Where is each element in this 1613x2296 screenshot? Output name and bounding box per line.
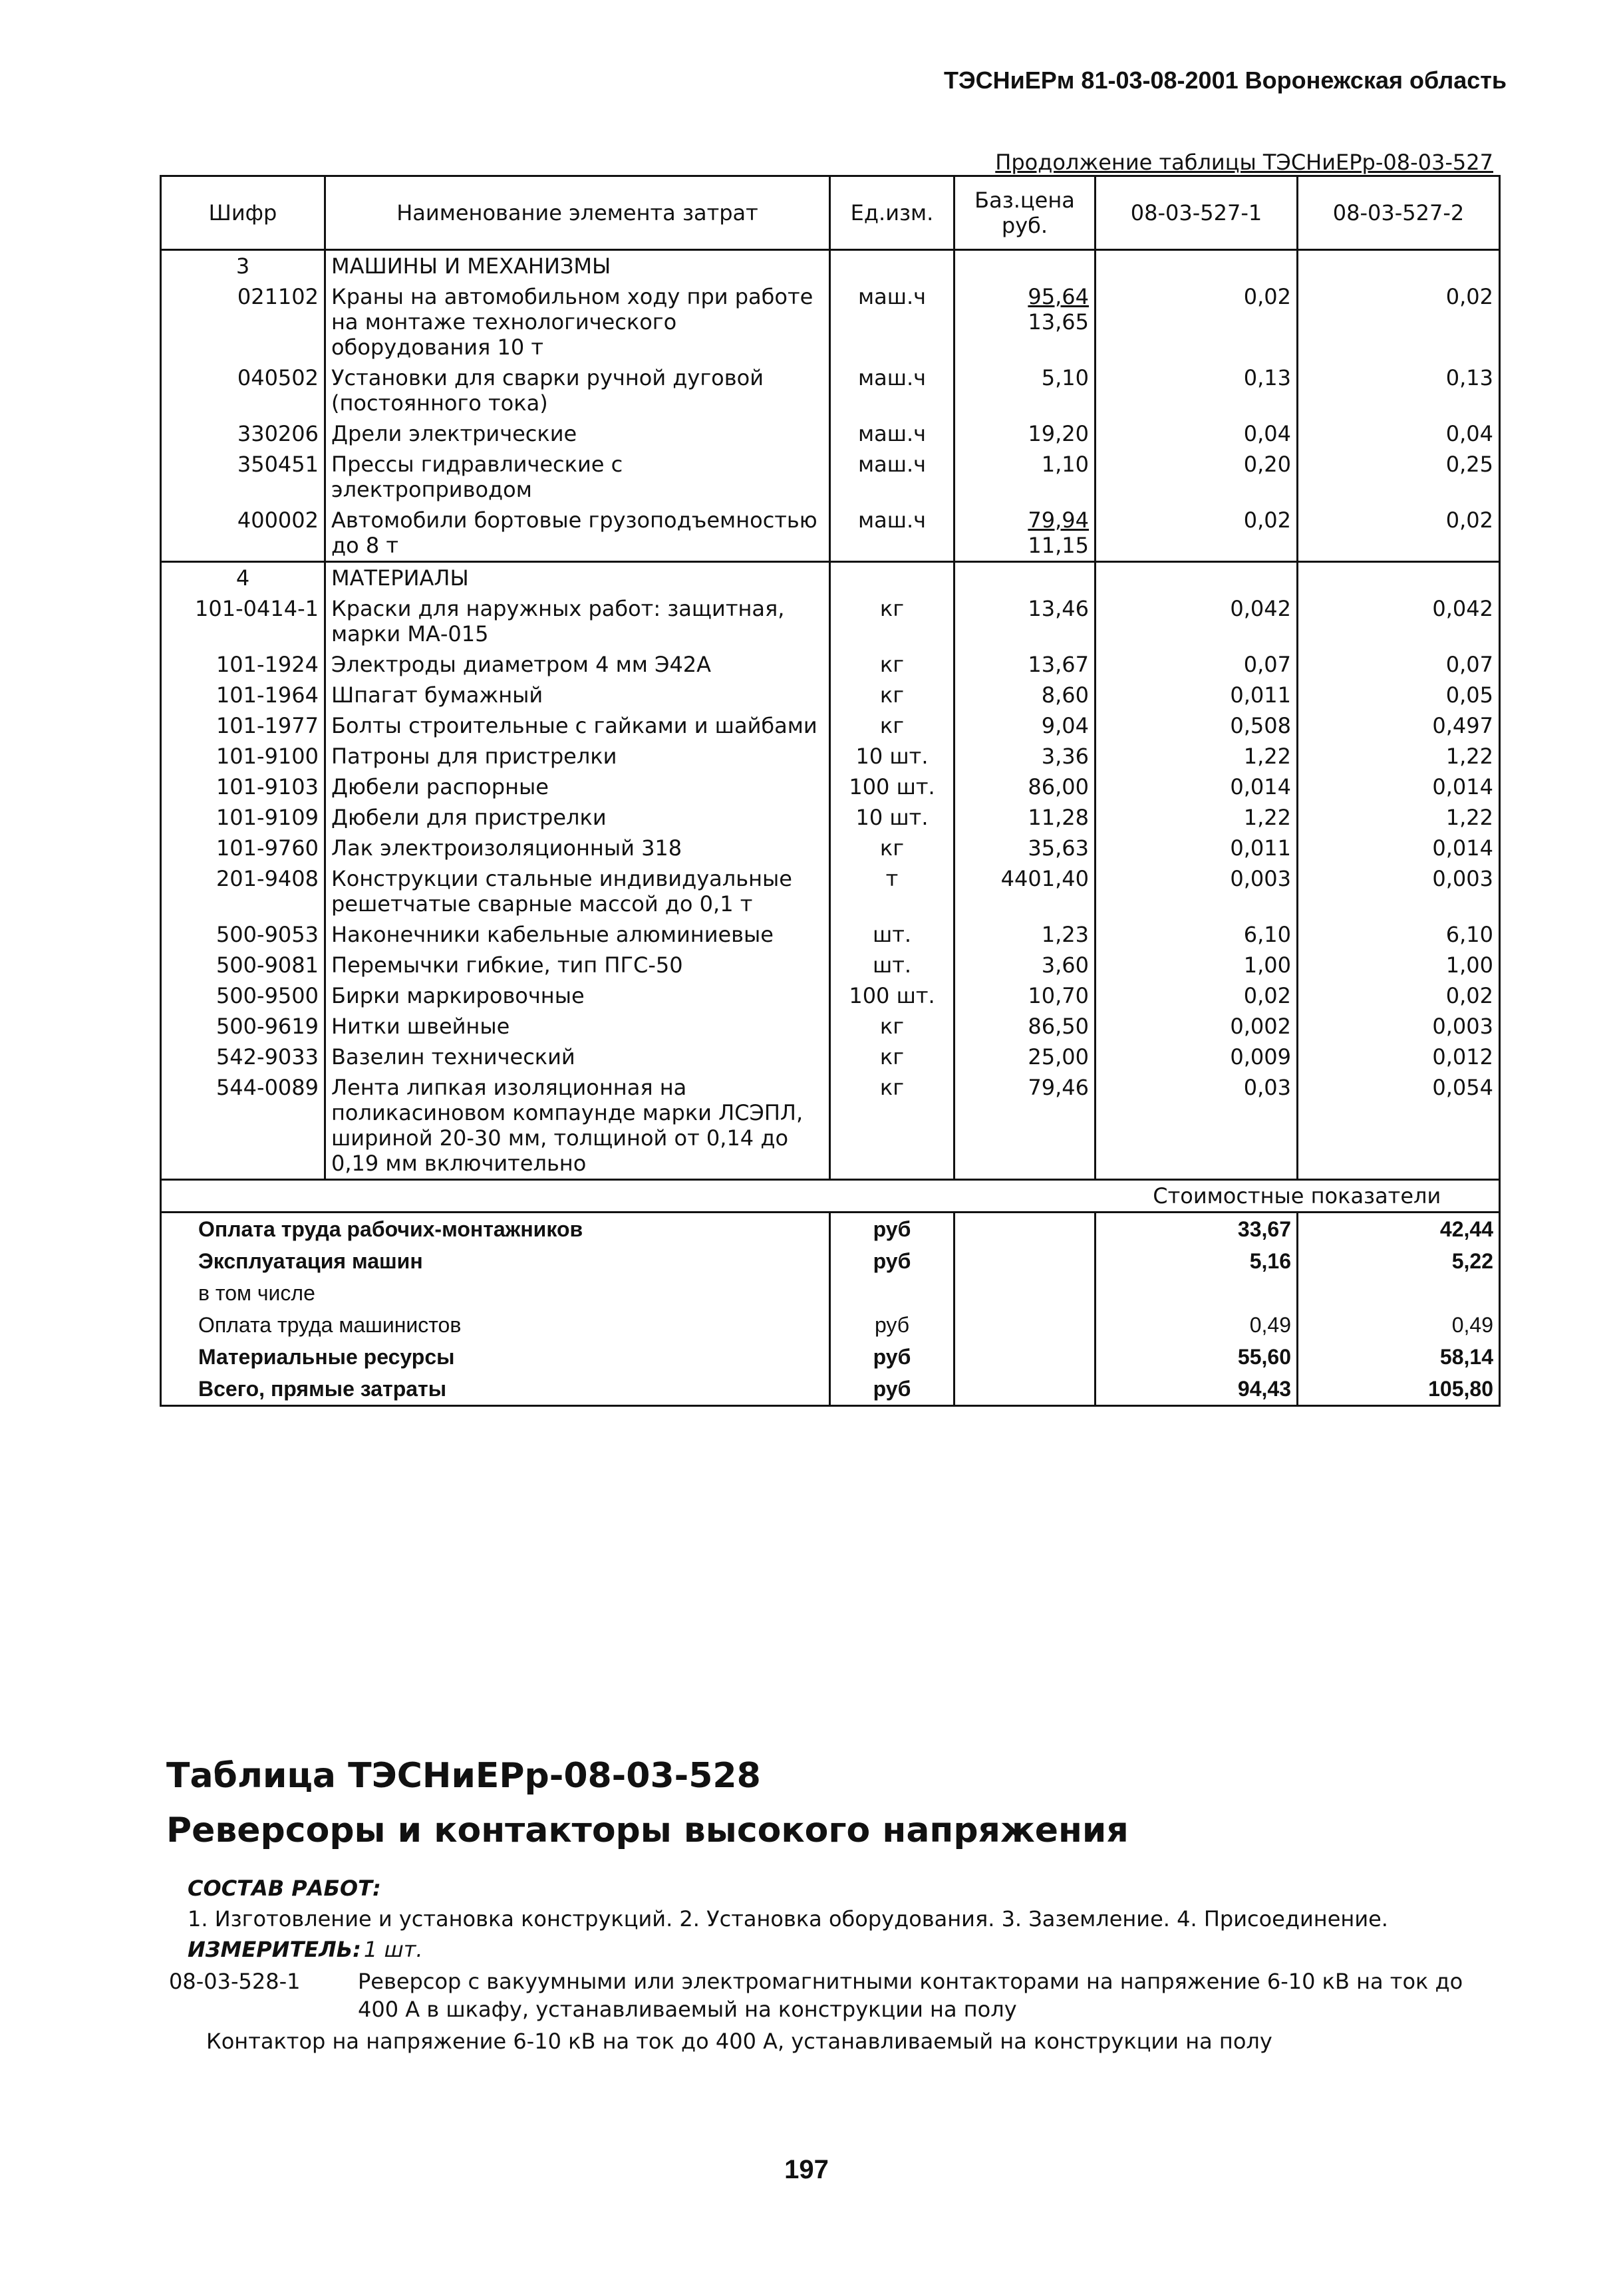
price-value: 9,04 [1041, 713, 1089, 738]
empty-cell [1096, 250, 1298, 282]
norm-value-1: 0,02 [1096, 281, 1298, 362]
norm-value-2: 6,10 [1298, 919, 1500, 950]
norm-value-1: 1,22 [1096, 802, 1298, 833]
resource-unit: маш.ч [830, 362, 954, 418]
summary-value-2: 105,80 [1298, 1373, 1500, 1406]
resource-name: Вазелин технический [325, 1042, 830, 1072]
resource-name: Дюбели распорные [325, 772, 830, 802]
resource-unit: т [830, 863, 954, 919]
meter-line [188, 1937, 423, 1962]
norm-value-2: 0,02 [1298, 505, 1500, 562]
price-value: 79,94 [1028, 507, 1089, 533]
norm-value-2: 0,042 [1298, 593, 1500, 649]
item-text-line3: Контактор на напряжение 6-10 кВ на ток до 400 А, устанавливаемый на конструкции на полу [206, 2029, 1272, 2054]
price-value: 25,00 [1028, 1044, 1089, 1070]
resource-code: 201-9408 [161, 863, 325, 919]
summary-unit: руб [830, 1373, 954, 1406]
empty-cell [830, 562, 954, 594]
resource-name: Дюбели для пристрелки [325, 802, 830, 833]
empty-cell [954, 1309, 1096, 1341]
resource-price [954, 281, 1096, 362]
resource-code: 330206 [161, 418, 325, 449]
table-row [161, 741, 1500, 772]
table-row [161, 772, 1500, 802]
summary-value-2: 5,22 [1298, 1245, 1500, 1277]
resource-code: 500-9619 [161, 1011, 325, 1042]
resource-price [954, 418, 1096, 449]
empty-cell [954, 1213, 1096, 1246]
summary-unit: руб [830, 1245, 954, 1277]
summary-value-1 [1096, 1277, 1298, 1309]
resource-table [160, 175, 1501, 1407]
price-value: 10,70 [1028, 983, 1089, 1008]
resource-price [954, 593, 1096, 649]
price-wage-value: 13,65 [1028, 309, 1089, 335]
resource-price [954, 741, 1096, 772]
empty-cell [1298, 250, 1500, 282]
resource-unit: маш.ч [830, 505, 954, 562]
col-header-name: Наименование элемента затрат [325, 176, 830, 250]
resource-code: 101-9100 [161, 741, 325, 772]
table-continuation-caption: Продолжение таблицы ТЭСНиЕРр-08-03-527 [995, 150, 1493, 175]
resource-price [954, 710, 1096, 741]
resource-price [954, 802, 1096, 833]
resource-name: Конструкции стальные индивидуальные решетчатые сварные массой до 0,1 т [325, 863, 830, 919]
resource-price [954, 1011, 1096, 1042]
resource-code: 400002 [161, 505, 325, 562]
resource-price [954, 919, 1096, 950]
summary-value-1: 5,16 [1096, 1245, 1298, 1277]
summary-label: Оплата труда рабочих-монтажников [161, 1213, 830, 1246]
summary-value-2: 0,49 [1298, 1309, 1500, 1341]
resource-unit: кг [830, 649, 954, 680]
summary-unit [830, 1277, 954, 1309]
table-row [161, 281, 1500, 362]
resource-name: Электроды диаметром 4 мм Э42А [325, 649, 830, 680]
resource-code: 040502 [161, 362, 325, 418]
resource-unit: 10 шт. [830, 741, 954, 772]
norm-value-2: 0,05 [1298, 680, 1500, 710]
summary-value-2 [1298, 1277, 1500, 1309]
table-row [161, 919, 1500, 950]
resource-name: Шпагат бумажный [325, 680, 830, 710]
resource-price [954, 362, 1096, 418]
cost-caption-row [161, 1180, 1500, 1213]
resource-code: 021102 [161, 281, 325, 362]
section-title: МАШИНЫ И МЕХАНИЗМЫ [325, 250, 830, 282]
price-value: 5,10 [1041, 365, 1089, 390]
resource-name: Установки для сварки ручной дуговой (постоянного тока) [325, 362, 830, 418]
summary-value-1: 55,60 [1096, 1341, 1298, 1373]
resource-name: Бирки маркировочные [325, 980, 830, 1011]
table-row [161, 593, 1500, 649]
price-value: 95,64 [1028, 284, 1089, 309]
summary-row [161, 1213, 1500, 1246]
resource-unit: кг [830, 593, 954, 649]
summary-row [161, 1309, 1500, 1341]
col-header-price: Баз.цена руб. [954, 176, 1096, 250]
summary-row [161, 1245, 1500, 1277]
norm-value-1: 0,02 [1096, 980, 1298, 1011]
resource-price [954, 950, 1096, 980]
resource-unit: кг [830, 1072, 954, 1180]
table-row [161, 649, 1500, 680]
norm-value-2: 0,25 [1298, 449, 1500, 505]
empty-cell [1096, 562, 1298, 594]
norm-value-2: 0,04 [1298, 418, 1500, 449]
resource-code: 101-9109 [161, 802, 325, 833]
norm-value-1: 6,10 [1096, 919, 1298, 950]
summary-value-1: 0,49 [1096, 1309, 1298, 1341]
resource-unit: шт. [830, 919, 954, 950]
resource-name: Краски для наружных работ: защитная, марки МА-015 [325, 593, 830, 649]
resource-name: Лента липкая изоляционная на поликасиновом компаунде марки ЛСЭПЛ, шириной 20-30 мм, толщиной от 0,14 до 0,19 мм включительно [325, 1072, 830, 1180]
norm-value-1: 0,02 [1096, 505, 1298, 562]
col-header-unit: Ед.изм. [830, 176, 954, 250]
norm-value-2: 0,014 [1298, 772, 1500, 802]
table-row [161, 505, 1500, 562]
empty-cell [954, 1245, 1096, 1277]
price-value: 1,23 [1041, 922, 1089, 947]
norm-value-2: 0,07 [1298, 649, 1500, 680]
empty-cell [954, 250, 1096, 282]
norm-value-1: 0,003 [1096, 863, 1298, 919]
norm-value-1: 0,508 [1096, 710, 1298, 741]
resource-name: Прессы гидравлические с электроприводом [325, 449, 830, 505]
norm-value-2: 0,13 [1298, 362, 1500, 418]
norm-value-1: 0,04 [1096, 418, 1298, 449]
col-header-v1: 08-03-527-1 [1096, 176, 1298, 250]
table-body [161, 250, 1500, 1406]
resource-unit: 100 шт. [830, 772, 954, 802]
col-header-code: Шифр [161, 176, 325, 250]
resource-price [954, 980, 1096, 1011]
resource-code: 101-0414-1 [161, 593, 325, 649]
resource-name: Наконечники кабельные алюминиевые [325, 919, 830, 950]
price-value: 3,60 [1041, 952, 1089, 978]
resource-unit: маш.ч [830, 281, 954, 362]
empty-cell [830, 250, 954, 282]
summary-label: в том числе [161, 1277, 830, 1309]
section-header-row [161, 562, 1500, 594]
summary-unit: руб [830, 1341, 954, 1373]
norm-value-2: 0,003 [1298, 863, 1500, 919]
norm-value-1: 0,011 [1096, 833, 1298, 863]
resource-price [954, 863, 1096, 919]
summary-unit: руб [830, 1309, 954, 1341]
table-row [161, 980, 1500, 1011]
empty-cell [954, 1341, 1096, 1373]
running-header: ТЭСНиЕРм 81-03-08-2001 Воронежская область [944, 67, 1507, 94]
resource-code: 101-9103 [161, 772, 325, 802]
price-value: 13,67 [1028, 652, 1089, 677]
norm-value-2: 0,02 [1298, 281, 1500, 362]
summary-value-1: 33,67 [1096, 1213, 1298, 1246]
resource-name: Краны на автомобильном ходу при работе на монтаже технологического оборудования 10 т [325, 281, 830, 362]
resource-price [954, 505, 1096, 562]
norm-value-1: 0,002 [1096, 1011, 1298, 1042]
table-row [161, 863, 1500, 919]
resource-unit: 100 шт. [830, 980, 954, 1011]
norm-value-1: 0,014 [1096, 772, 1298, 802]
empty-cell [954, 1277, 1096, 1309]
norm-value-1: 0,011 [1096, 680, 1298, 710]
summary-label: Всего, прямые затраты [161, 1373, 830, 1406]
table-title: Таблица ТЭСНиЕРр-08-03-528 [166, 1756, 761, 1796]
resource-name: Лак электроизоляционный 318 [325, 833, 830, 863]
section-number: 3 [161, 250, 325, 282]
price-wage-value: 11,15 [1028, 533, 1089, 558]
price-value: 86,00 [1028, 774, 1089, 799]
item-text-line1: Реверсор с вакуумными или электромагнитными контакторами на напряжение 6-10 кВ на ток до [358, 1969, 1463, 1994]
resource-price [954, 1072, 1096, 1180]
resource-price [954, 772, 1096, 802]
resource-unit: шт. [830, 950, 954, 980]
norm-value-2: 0,497 [1298, 710, 1500, 741]
resource-code: 500-9081 [161, 950, 325, 980]
resource-code: 500-9500 [161, 980, 325, 1011]
section-title: МАТЕРИАЛЫ [325, 562, 830, 594]
norm-value-2: 0,014 [1298, 833, 1500, 863]
resource-unit: кг [830, 833, 954, 863]
work-composition-text: 1. Изготовление и установка конструкций. 2. Установка оборудования. 3. Заземление. 4. Присоединение. [188, 1906, 1388, 1932]
resource-price [954, 1042, 1096, 1072]
summary-row [161, 1341, 1500, 1373]
resource-name: Перемычки гибкие, тип ПГС-50 [325, 950, 830, 980]
resource-name: Болты строительные с гайками и шайбами [325, 710, 830, 741]
table-row [161, 362, 1500, 418]
summary-value-1: 94,43 [1096, 1373, 1298, 1406]
norm-value-2: 1,00 [1298, 950, 1500, 980]
summary-row [161, 1277, 1500, 1309]
work-composition-label: СОСТАВ РАБОТ: [188, 1876, 381, 1901]
empty-cell [1298, 562, 1500, 594]
norm-value-1: 0,009 [1096, 1042, 1298, 1072]
price-value: 86,50 [1028, 1014, 1089, 1039]
empty-cell [161, 1180, 1096, 1213]
table-row [161, 1042, 1500, 1072]
norm-value-1: 0,03 [1096, 1072, 1298, 1180]
resource-code: 101-1924 [161, 649, 325, 680]
table-row [161, 449, 1500, 505]
price-value: 35,63 [1028, 835, 1089, 861]
norm-value-1: 0,20 [1096, 449, 1298, 505]
table-row [161, 950, 1500, 980]
empty-cell [954, 1373, 1096, 1406]
price-value: 13,46 [1028, 596, 1089, 621]
resource-code: 101-1977 [161, 710, 325, 741]
section-number: 4 [161, 562, 325, 594]
table-row [161, 710, 1500, 741]
norm-value-2: 0,012 [1298, 1042, 1500, 1072]
resource-unit: 10 шт. [830, 802, 954, 833]
resource-price [954, 649, 1096, 680]
summary-label: Материальные ресурсы [161, 1341, 830, 1373]
table-row [161, 1011, 1500, 1042]
table-row [161, 802, 1500, 833]
page-number: 197 [784, 2155, 829, 2184]
resource-price [954, 449, 1096, 505]
norm-value-1: 1,00 [1096, 950, 1298, 980]
summary-label: Оплата труда машинистов [161, 1309, 830, 1341]
meter-label: ИЗМЕРИТЕЛЬ: [188, 1937, 361, 1962]
resource-name: Дрели электрические [325, 418, 830, 449]
table-row [161, 1072, 1500, 1180]
norm-value-2: 1,22 [1298, 741, 1500, 772]
resource-name: Нитки швейные [325, 1011, 830, 1042]
resource-name: Патроны для пристрелки [325, 741, 830, 772]
norm-value-1: 0,07 [1096, 649, 1298, 680]
meter-value: 1 шт. [363, 1937, 423, 1962]
price-value: 8,60 [1041, 682, 1089, 708]
summary-unit: руб [830, 1213, 954, 1246]
summary-label: Эксплуатация машин [161, 1245, 830, 1277]
resource-unit: кг [830, 1011, 954, 1042]
price-value: 79,46 [1028, 1075, 1089, 1100]
resource-code: 544-0089 [161, 1072, 325, 1180]
summary-value-2: 58,14 [1298, 1341, 1500, 1373]
norm-value-2: 0,054 [1298, 1072, 1500, 1180]
table-row [161, 680, 1500, 710]
price-value: 3,36 [1041, 744, 1089, 769]
cost-caption: Стоимостные показатели [1096, 1180, 1500, 1213]
resource-code: 542-9033 [161, 1042, 325, 1072]
price-value: 1,10 [1041, 452, 1089, 477]
resource-code: 500-9053 [161, 919, 325, 950]
norm-value-1: 1,22 [1096, 741, 1298, 772]
item-text-line2: 400 А в шкафу, устанавливаемый на конструкции на полу [358, 1997, 1017, 2022]
item-code: 08-03-528-1 [169, 1969, 301, 1994]
table-row [161, 833, 1500, 863]
resource-price [954, 833, 1096, 863]
resource-unit: кг [830, 680, 954, 710]
norm-value-1: 0,042 [1096, 593, 1298, 649]
empty-cell [954, 562, 1096, 594]
price-value: 11,28 [1028, 805, 1089, 830]
price-value: 19,20 [1028, 421, 1089, 446]
norm-value-2: 1,22 [1298, 802, 1500, 833]
norm-value-2: 0,003 [1298, 1011, 1500, 1042]
summary-value-2: 42,44 [1298, 1213, 1500, 1246]
resource-code: 350451 [161, 449, 325, 505]
resource-price [954, 680, 1096, 710]
resource-code: 101-1964 [161, 680, 325, 710]
table-row [161, 418, 1500, 449]
section-header-row [161, 250, 1500, 282]
summary-row [161, 1373, 1500, 1406]
resource-unit: маш.ч [830, 449, 954, 505]
resource-unit: кг [830, 1042, 954, 1072]
resource-unit: маш.ч [830, 418, 954, 449]
resource-code: 101-9760 [161, 833, 325, 863]
price-value: 4401,40 [1000, 866, 1089, 891]
norm-value-2: 0,02 [1298, 980, 1500, 1011]
resource-unit: кг [830, 710, 954, 741]
table-subtitle: Реверсоры и контакторы высокого напряжения [166, 1810, 1129, 1850]
table-header-row [161, 176, 1500, 250]
col-header-v2: 08-03-527-2 [1298, 176, 1500, 250]
norm-value-1: 0,13 [1096, 362, 1298, 418]
resource-name: Автомобили бортовые грузоподъемностью до 8 т [325, 505, 830, 562]
